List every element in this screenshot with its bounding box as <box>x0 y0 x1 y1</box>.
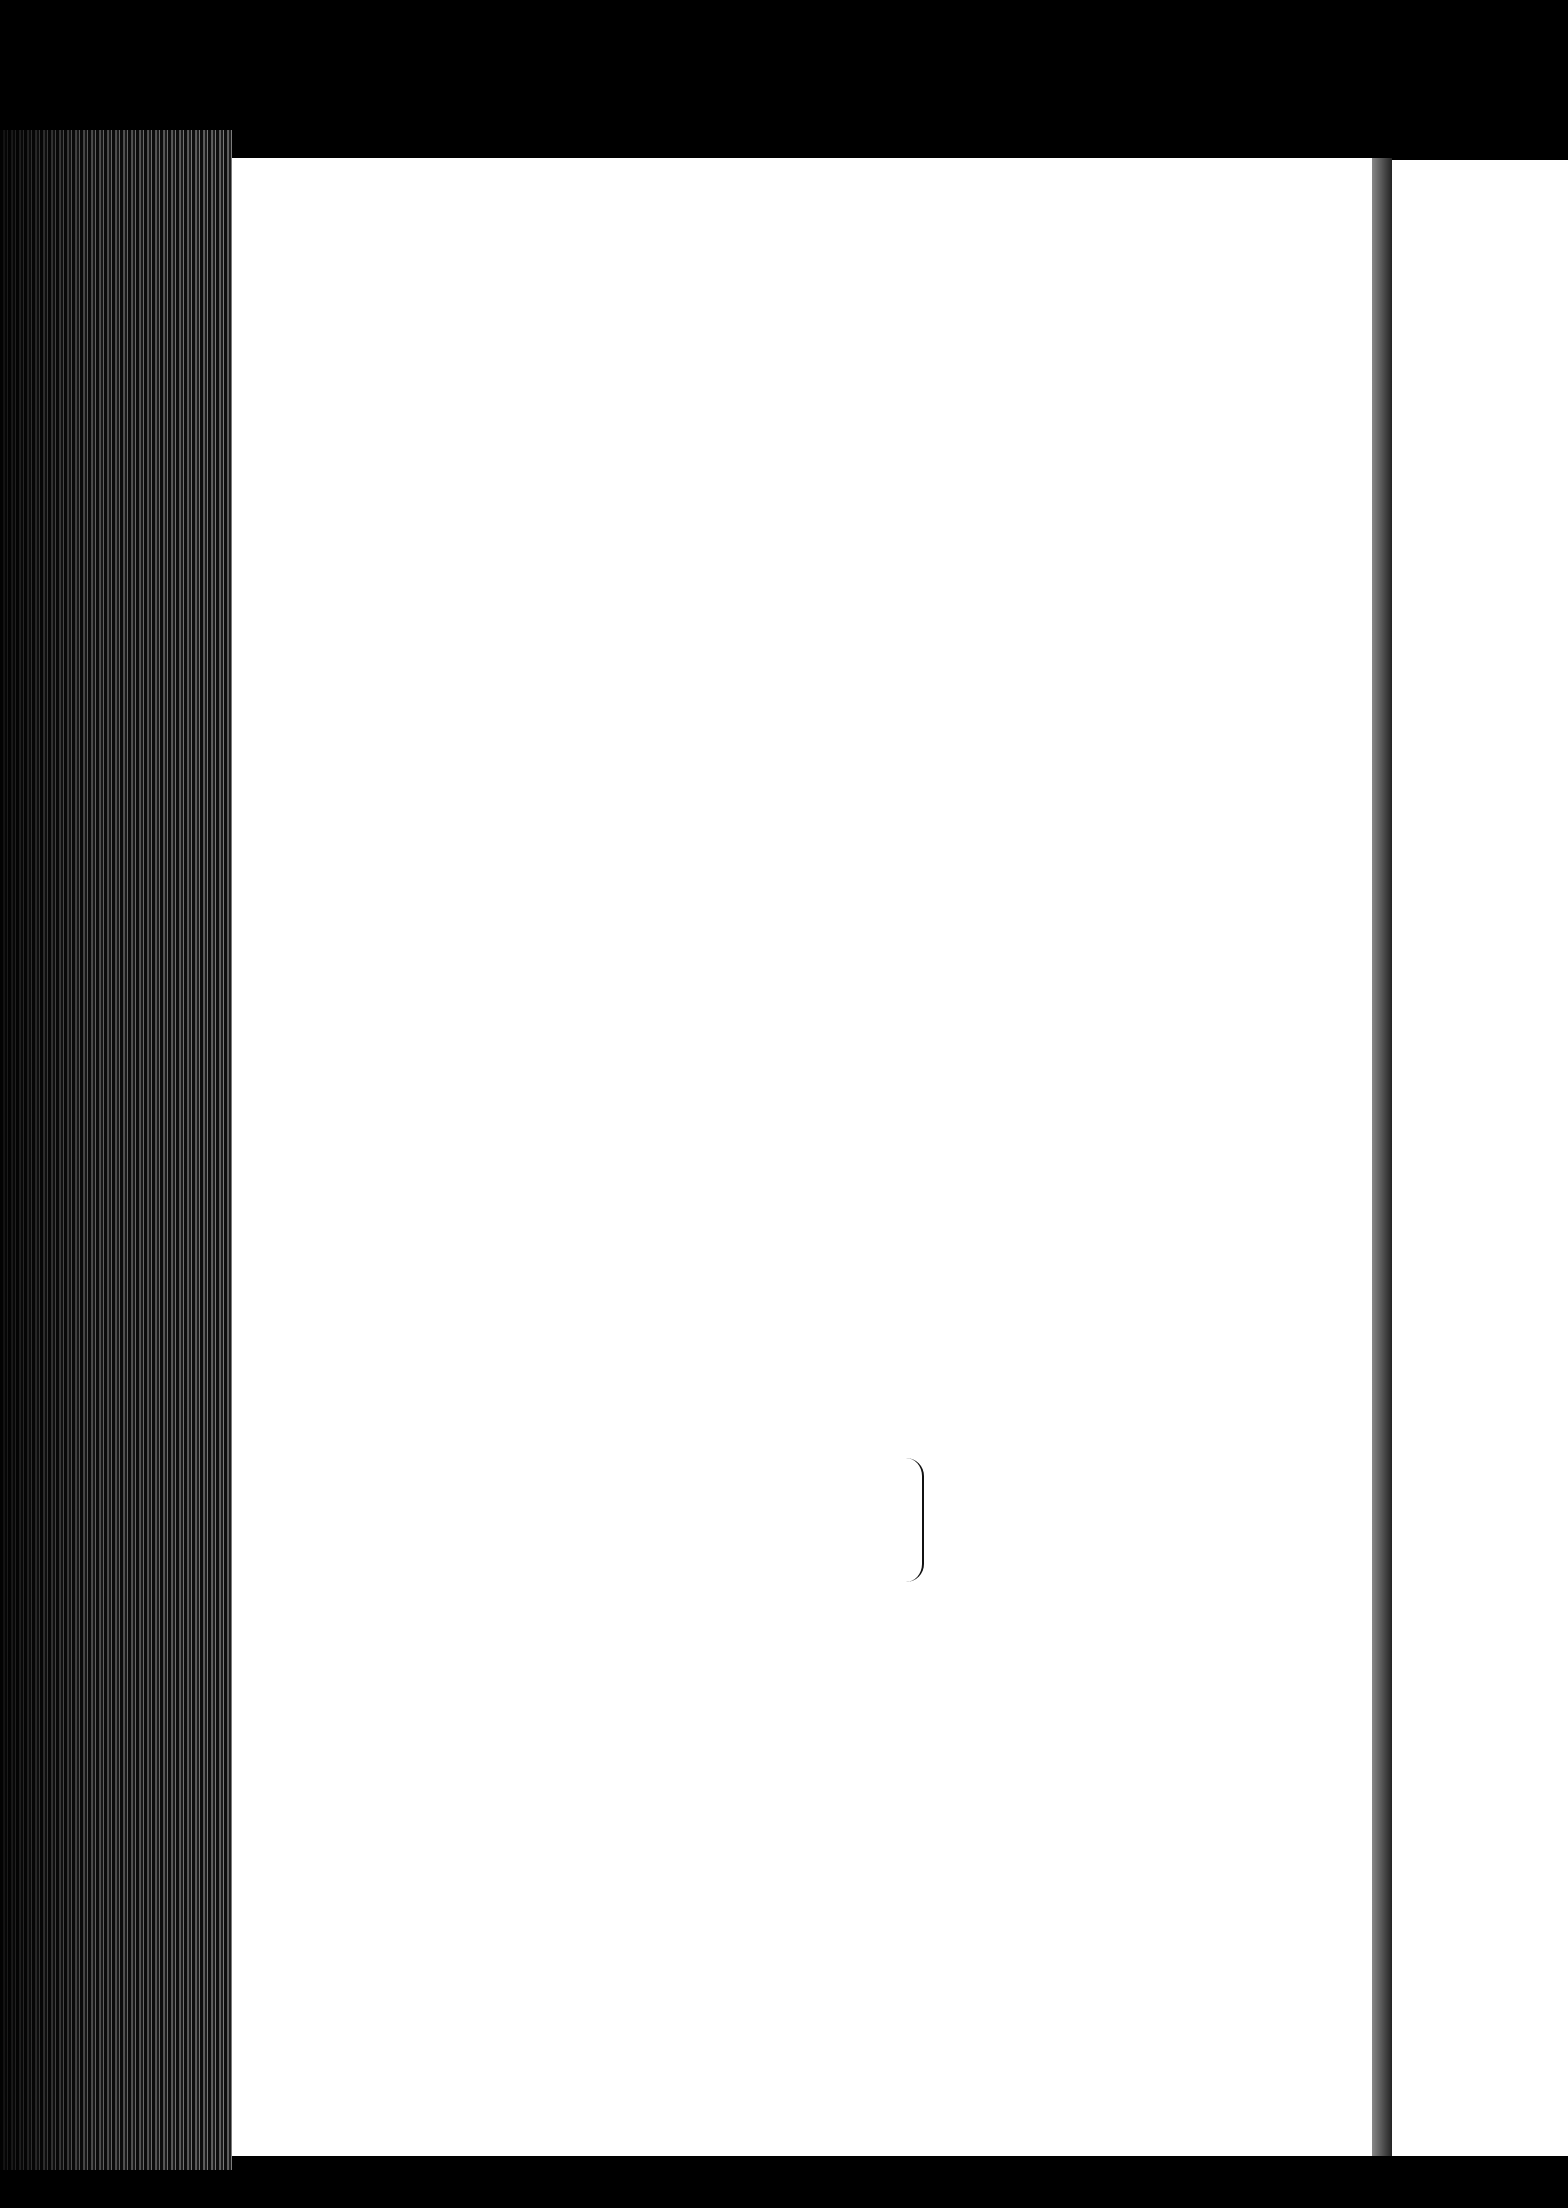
left-page <box>232 158 1372 2156</box>
group-entry <box>232 1450 1372 1590</box>
book-page-edges <box>0 130 232 2170</box>
book-gutter <box>1372 158 1392 2156</box>
brace <box>900 1458 924 1582</box>
facing-page <box>1392 160 1568 2156</box>
